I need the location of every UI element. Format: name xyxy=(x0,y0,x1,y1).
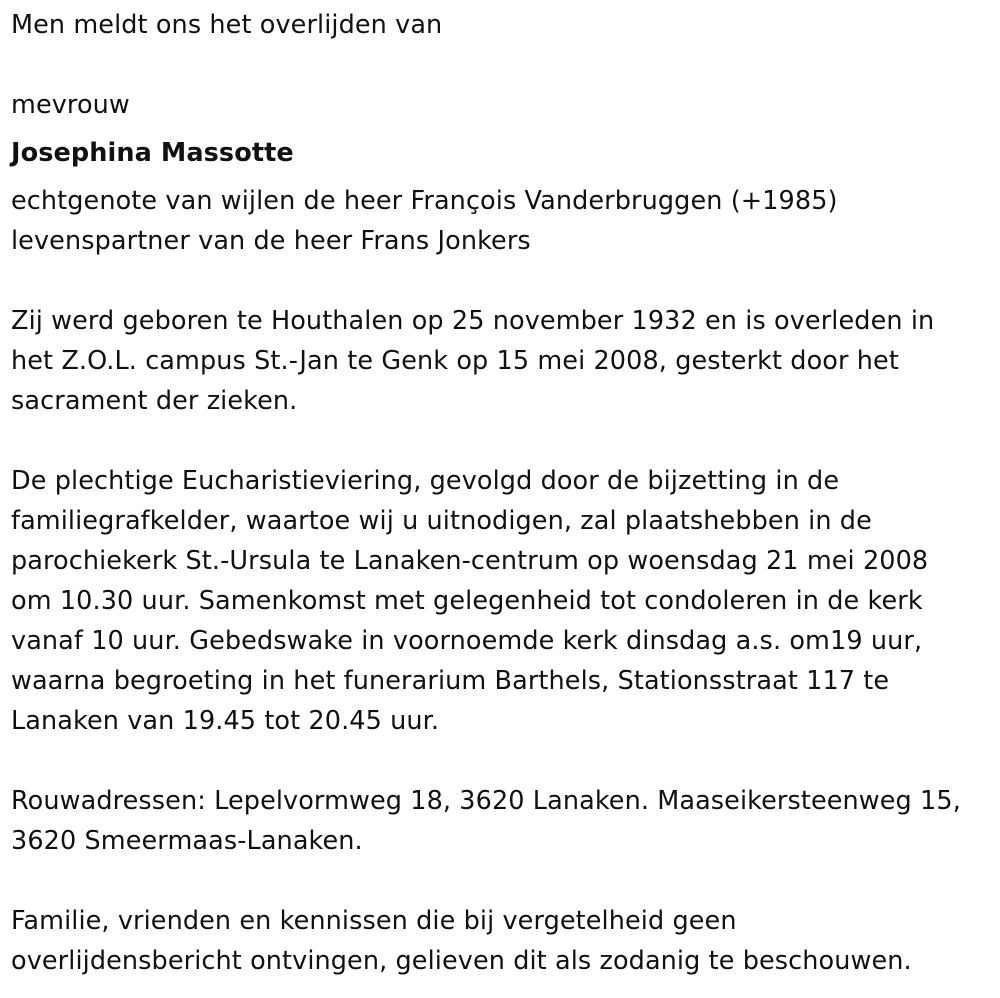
paragraph-line: parochiekerk St.-Ursula te Lanaken-centrum op woensdag 21 mei 2008 xyxy=(11,546,929,576)
intro-line: Men meldt ons het overlijden van xyxy=(11,10,443,40)
relation-line: levenspartner van de heer Frans Jonkers xyxy=(11,226,531,256)
spacer xyxy=(11,261,991,301)
paragraph-line: Familie, vrienden en kennissen die bij vergetelheid geen xyxy=(11,906,737,936)
paragraph-line: het Z.O.L. campus St.-Jan te Genk op 15 mei 2008, gesterkt door het xyxy=(11,346,899,376)
spacer xyxy=(11,173,991,181)
addresses-paragraph xyxy=(11,781,991,861)
honorific: mevrouw xyxy=(11,90,130,120)
spacer xyxy=(11,45,991,85)
ceremony-paragraph xyxy=(11,461,991,741)
spacer xyxy=(11,421,991,461)
spacer xyxy=(11,861,991,901)
spacer xyxy=(11,741,991,781)
paragraph-line: Lanaken van 19.45 tot 20.45 uur. xyxy=(11,706,440,736)
paragraph-line: De plechtige Eucharistieviering, gevolgd door de bijzetting in de xyxy=(11,466,840,496)
paragraph-line: vanaf 10 uur. Gebedswake in voornoemde kerk dinsdag a.s. om19 uur, xyxy=(11,626,923,656)
paragraph-line: Rouwadressen: Lepelvormweg 18, 3620 Lanaken. Maaseikersteenweg 15, xyxy=(11,786,961,816)
paragraph-line: Zij werd geboren te Houthalen op 25 november 1932 en is overleden in xyxy=(11,306,935,336)
paragraph-line: familiegrafkelder, waartoe wij u uitnodigen, zal plaatshebben in de xyxy=(11,506,872,536)
birth-death-paragraph xyxy=(11,301,991,421)
spacer xyxy=(11,125,991,133)
obituary-document xyxy=(11,5,991,981)
paragraph-line: om 10.30 uur. Samenkomst met gelegenheid tot condoleren in de kerk xyxy=(11,586,923,616)
paragraph-line: waarna begroeting in het funerarium Barthels, Stationsstraat 117 te xyxy=(11,666,890,696)
paragraph-line: overlijdensbericht ontvingen, gelieven dit als zodanig te beschouwen. xyxy=(11,946,912,976)
relation-line: echtgenote van wijlen de heer François Vanderbruggen (+1985) xyxy=(11,186,838,216)
paragraph-line: 3620 Smeermaas-Lanaken. xyxy=(11,826,363,856)
paragraph-line: sacrament der zieken. xyxy=(11,386,298,416)
closing-paragraph xyxy=(11,901,991,981)
deceased-name: Josephina Massotte xyxy=(11,138,294,168)
relations-block xyxy=(11,181,991,261)
